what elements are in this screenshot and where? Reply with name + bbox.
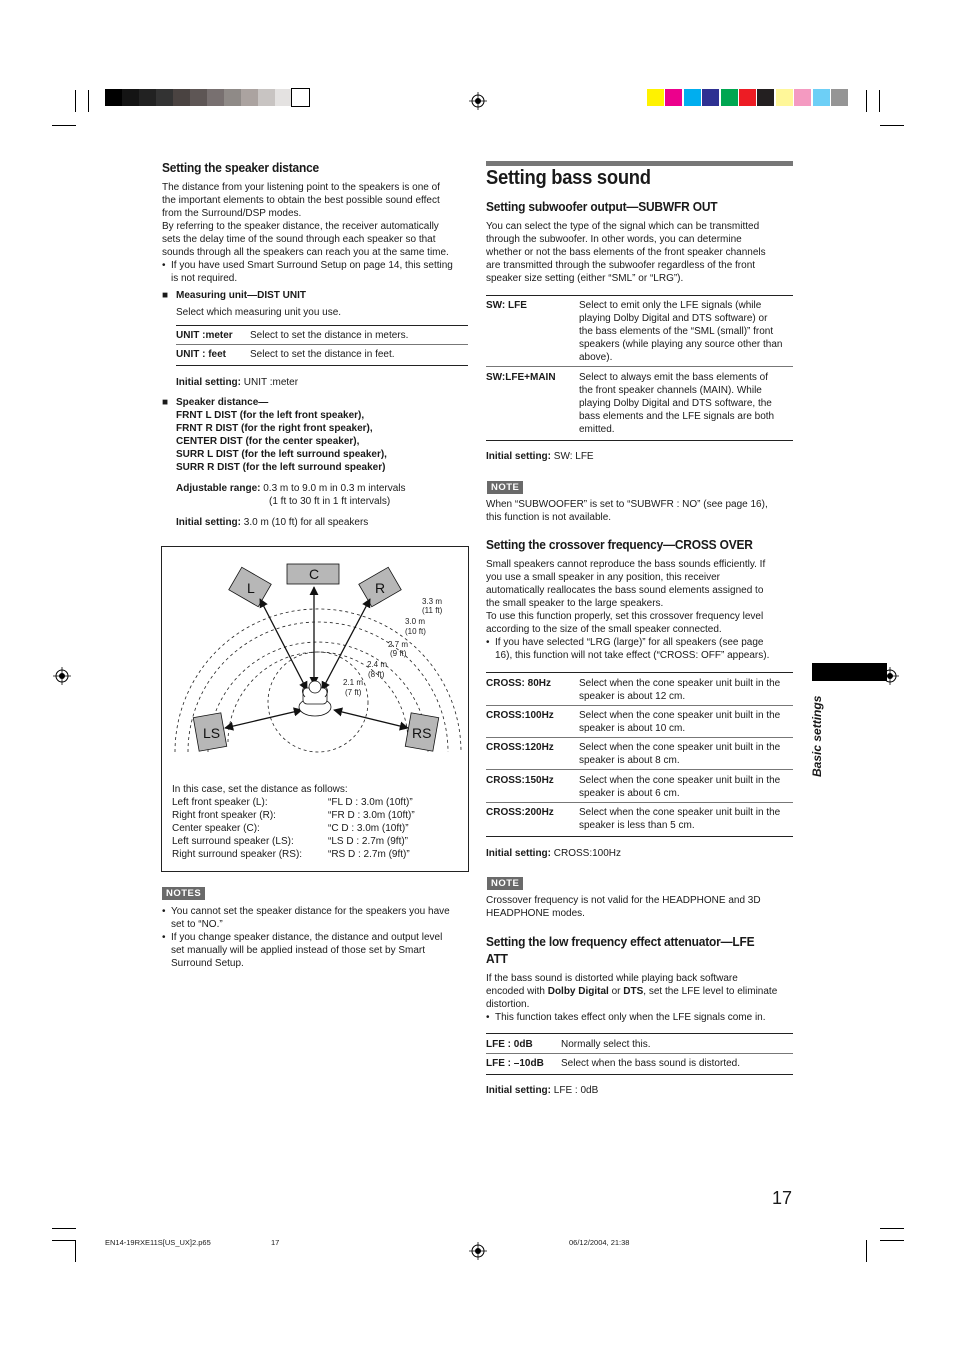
svg-text:2.4 m: 2.4 m	[367, 660, 388, 669]
cross-note-label: NOTE	[487, 877, 523, 890]
lfe-heading: Setting the low frequency effect attenuator—LFE ATT	[486, 934, 755, 966]
color-swatch	[794, 89, 811, 106]
cross-body: Small speakers cannot reproduce the bass sounds efficiently. If you use a small speaker in any position, this receiver automatically reallocates the bass sound elements assigned to the small speaker to the large speakers. To use this function properly, set this crossover frequency level according to the size of the small speaker connected. • If you have selected “LRG (large)” for all speakers (see page 16), this function will not take effect (“CROSS: OFF” appears).	[486, 559, 770, 661]
lfe-row-0db: LFE : 0dB Normally select this.	[486, 1039, 651, 1050]
ring-distance-labels	[343, 597, 443, 697]
gray-swatch	[105, 89, 122, 106]
color-swatch	[647, 89, 664, 106]
subwfr-note: When “SUBWOOFER” is set to “SUBWFR : NO” (see page 16), this function is not available.	[486, 499, 768, 523]
registration-mark-top	[469, 92, 487, 110]
svg-text:(11 ft): (11 ft)	[422, 606, 443, 615]
subwfr-initial-setting: Initial setting: SW: LFE	[486, 451, 594, 462]
notes-list: • You cannot set the speaker distance for the speakers you have set to “NO.” • If you change speaker distance, the distance and output level set manually will be applied instead of those set by Smart Surround Setup.	[162, 906, 450, 969]
gray-swatch	[122, 89, 139, 106]
lfe-row-10db: LFE : –10dB Select when the bass sound is distorted.	[486, 1058, 740, 1069]
lfe-initial-setting: Initial setting: LFE : 0dB	[486, 1085, 599, 1096]
gray-swatch	[139, 89, 156, 106]
side-tab-bar	[812, 663, 887, 681]
distance-initial-setting: Initial setting: 3.0 m (10 ft) for all speakers	[176, 517, 369, 528]
color-swatch	[757, 89, 774, 106]
speaker-distance-heading: Setting the speaker distance	[162, 160, 320, 175]
speaker-RS-label: RS	[412, 725, 432, 741]
subwfr-note-label: NOTE	[487, 481, 523, 494]
color-swatch	[665, 89, 682, 106]
page-number: 17	[772, 1188, 793, 1208]
svg-text:2.1 m: 2.1 m	[343, 678, 364, 687]
svg-text:2.7 m: 2.7 m	[388, 640, 409, 649]
unit-initial-setting: Initial setting: UNIT :meter	[176, 377, 299, 388]
footer-file-page: 17	[271, 1238, 280, 1247]
speaker-LS-label: LS	[203, 725, 221, 741]
color-swatch	[813, 89, 830, 106]
registration-mark-bottom	[469, 1242, 487, 1260]
gray-swatch	[156, 89, 173, 106]
gray-swatch	[241, 89, 258, 106]
speaker-L-label: L	[247, 580, 255, 596]
speaker-layout-diagram	[162, 547, 468, 787]
gray-swatch	[207, 89, 224, 106]
svg-text:(8 ft): (8 ft)	[368, 670, 385, 679]
cross-heading: Setting the crossover frequency—CROSS OVER	[486, 537, 753, 552]
color-swatch	[684, 89, 701, 106]
gray-swatch	[224, 89, 241, 106]
page-title: Setting bass sound	[486, 167, 651, 189]
diagram-caption: In this case, set the distance as follows: Left front speaker (L): “FL D : 3.0m (10ft)” Right front speaker (R): “FR D : 3.0m (10ft)” Center speaker (C): “C D : 3.0m (10ft)” Left surround speaker (LS): “LS D : 2.7m (9ft)” Right surround speaker (RS): “RS D : 2.7m (9ft)”	[172, 784, 415, 860]
speaker-distance-params: ■ Speaker distance— FRNT L DIST (for the left front speaker), FRNT R DIST (for the right front speaker), CENTER DIST (for the center speaker), SURR L DIST (for the left surround speaker), SURR R DIST (for the left surround speaker)	[162, 397, 387, 473]
svg-text:(10 ft): (10 ft)	[405, 627, 426, 636]
svg-text:(9 ft): (9 ft)	[390, 649, 407, 658]
gray-swatch	[275, 89, 292, 106]
color-swatch	[831, 89, 848, 106]
title-rule	[486, 161, 793, 166]
speaker-layout-figure	[161, 546, 469, 872]
color-swatch	[721, 89, 738, 106]
footer-file: EN14-19RXE11S[US_UX]2.p65	[105, 1238, 211, 1247]
speaker-C-label: C	[309, 566, 320, 582]
notes-label: NOTES	[162, 887, 205, 900]
svg-text:(7 ft): (7 ft)	[345, 688, 362, 697]
gray-swatch	[190, 89, 207, 106]
color-swatch	[776, 89, 793, 106]
unit-row-meter: UNIT :meter Select to set the distance in meters.	[176, 330, 409, 341]
subwfr-body: You can select the type of the signal which can be transmitted through the subwoofer. In other words, you can determine whether or not the bass elements of the front speaker channels are transmitted through the subwoofer regardless of the front speaker size setting (either “SML” or “LRG”).	[486, 221, 766, 284]
measuring-unit-heading: ■ Measuring unit—DIST UNIT	[162, 290, 306, 301]
registration-mark-left	[53, 667, 71, 685]
cross-initial-setting: Initial setting: CROSS:100Hz	[486, 848, 622, 859]
svg-text:3.3 m: 3.3 m	[422, 597, 443, 606]
gray-swatch	[292, 89, 309, 106]
svg-text:3.0 m: 3.0 m	[405, 617, 426, 626]
speaker-distance-intro: The distance from your listening point to the speakers is one of the important elements to obtain the best possible sound effect from the Surround/DSP modes. By referring to the speaker distance, the receiver automatically sets the delay time of the sound through each speaker so that sounds through all the speakers can reach you at the same time. • If you have used Smart Surround Setup on page 14, this setting is not required.	[162, 182, 453, 284]
gray-swatch	[258, 89, 275, 106]
color-swatch	[702, 89, 719, 106]
gray-swatch	[173, 89, 190, 106]
adjustable-range: Adjustable range: 0.3 m to 9.0 m in 0.3 m intervals (1 ft to 30 ft in 1 ft intervals)	[176, 483, 406, 507]
speaker-R-label: R	[375, 580, 386, 596]
side-tab-label: Basic settings	[810, 695, 824, 777]
listener-icon	[299, 681, 331, 716]
lfe-body: If the bass sound is distorted while playing back software encoded with Dolby Digital or DTS, set the LFE level to eliminate distortion. • This function takes effect only when the LFE signals come in.	[486, 973, 778, 1023]
footer-date: 06/12/2004, 21:38	[569, 1238, 630, 1247]
measuring-unit-desc: Select which measuring unit you use.	[176, 307, 342, 318]
unit-row-feet: UNIT : feet Select to set the distance in feet.	[176, 349, 395, 360]
cross-note: Crossover frequency is not valid for the HEADPHONE and 3D HEADPHONE modes.	[486, 895, 761, 919]
color-swatch	[739, 89, 756, 106]
subwfr-heading: Setting subwoofer output—SUBWFR OUT	[486, 199, 718, 214]
